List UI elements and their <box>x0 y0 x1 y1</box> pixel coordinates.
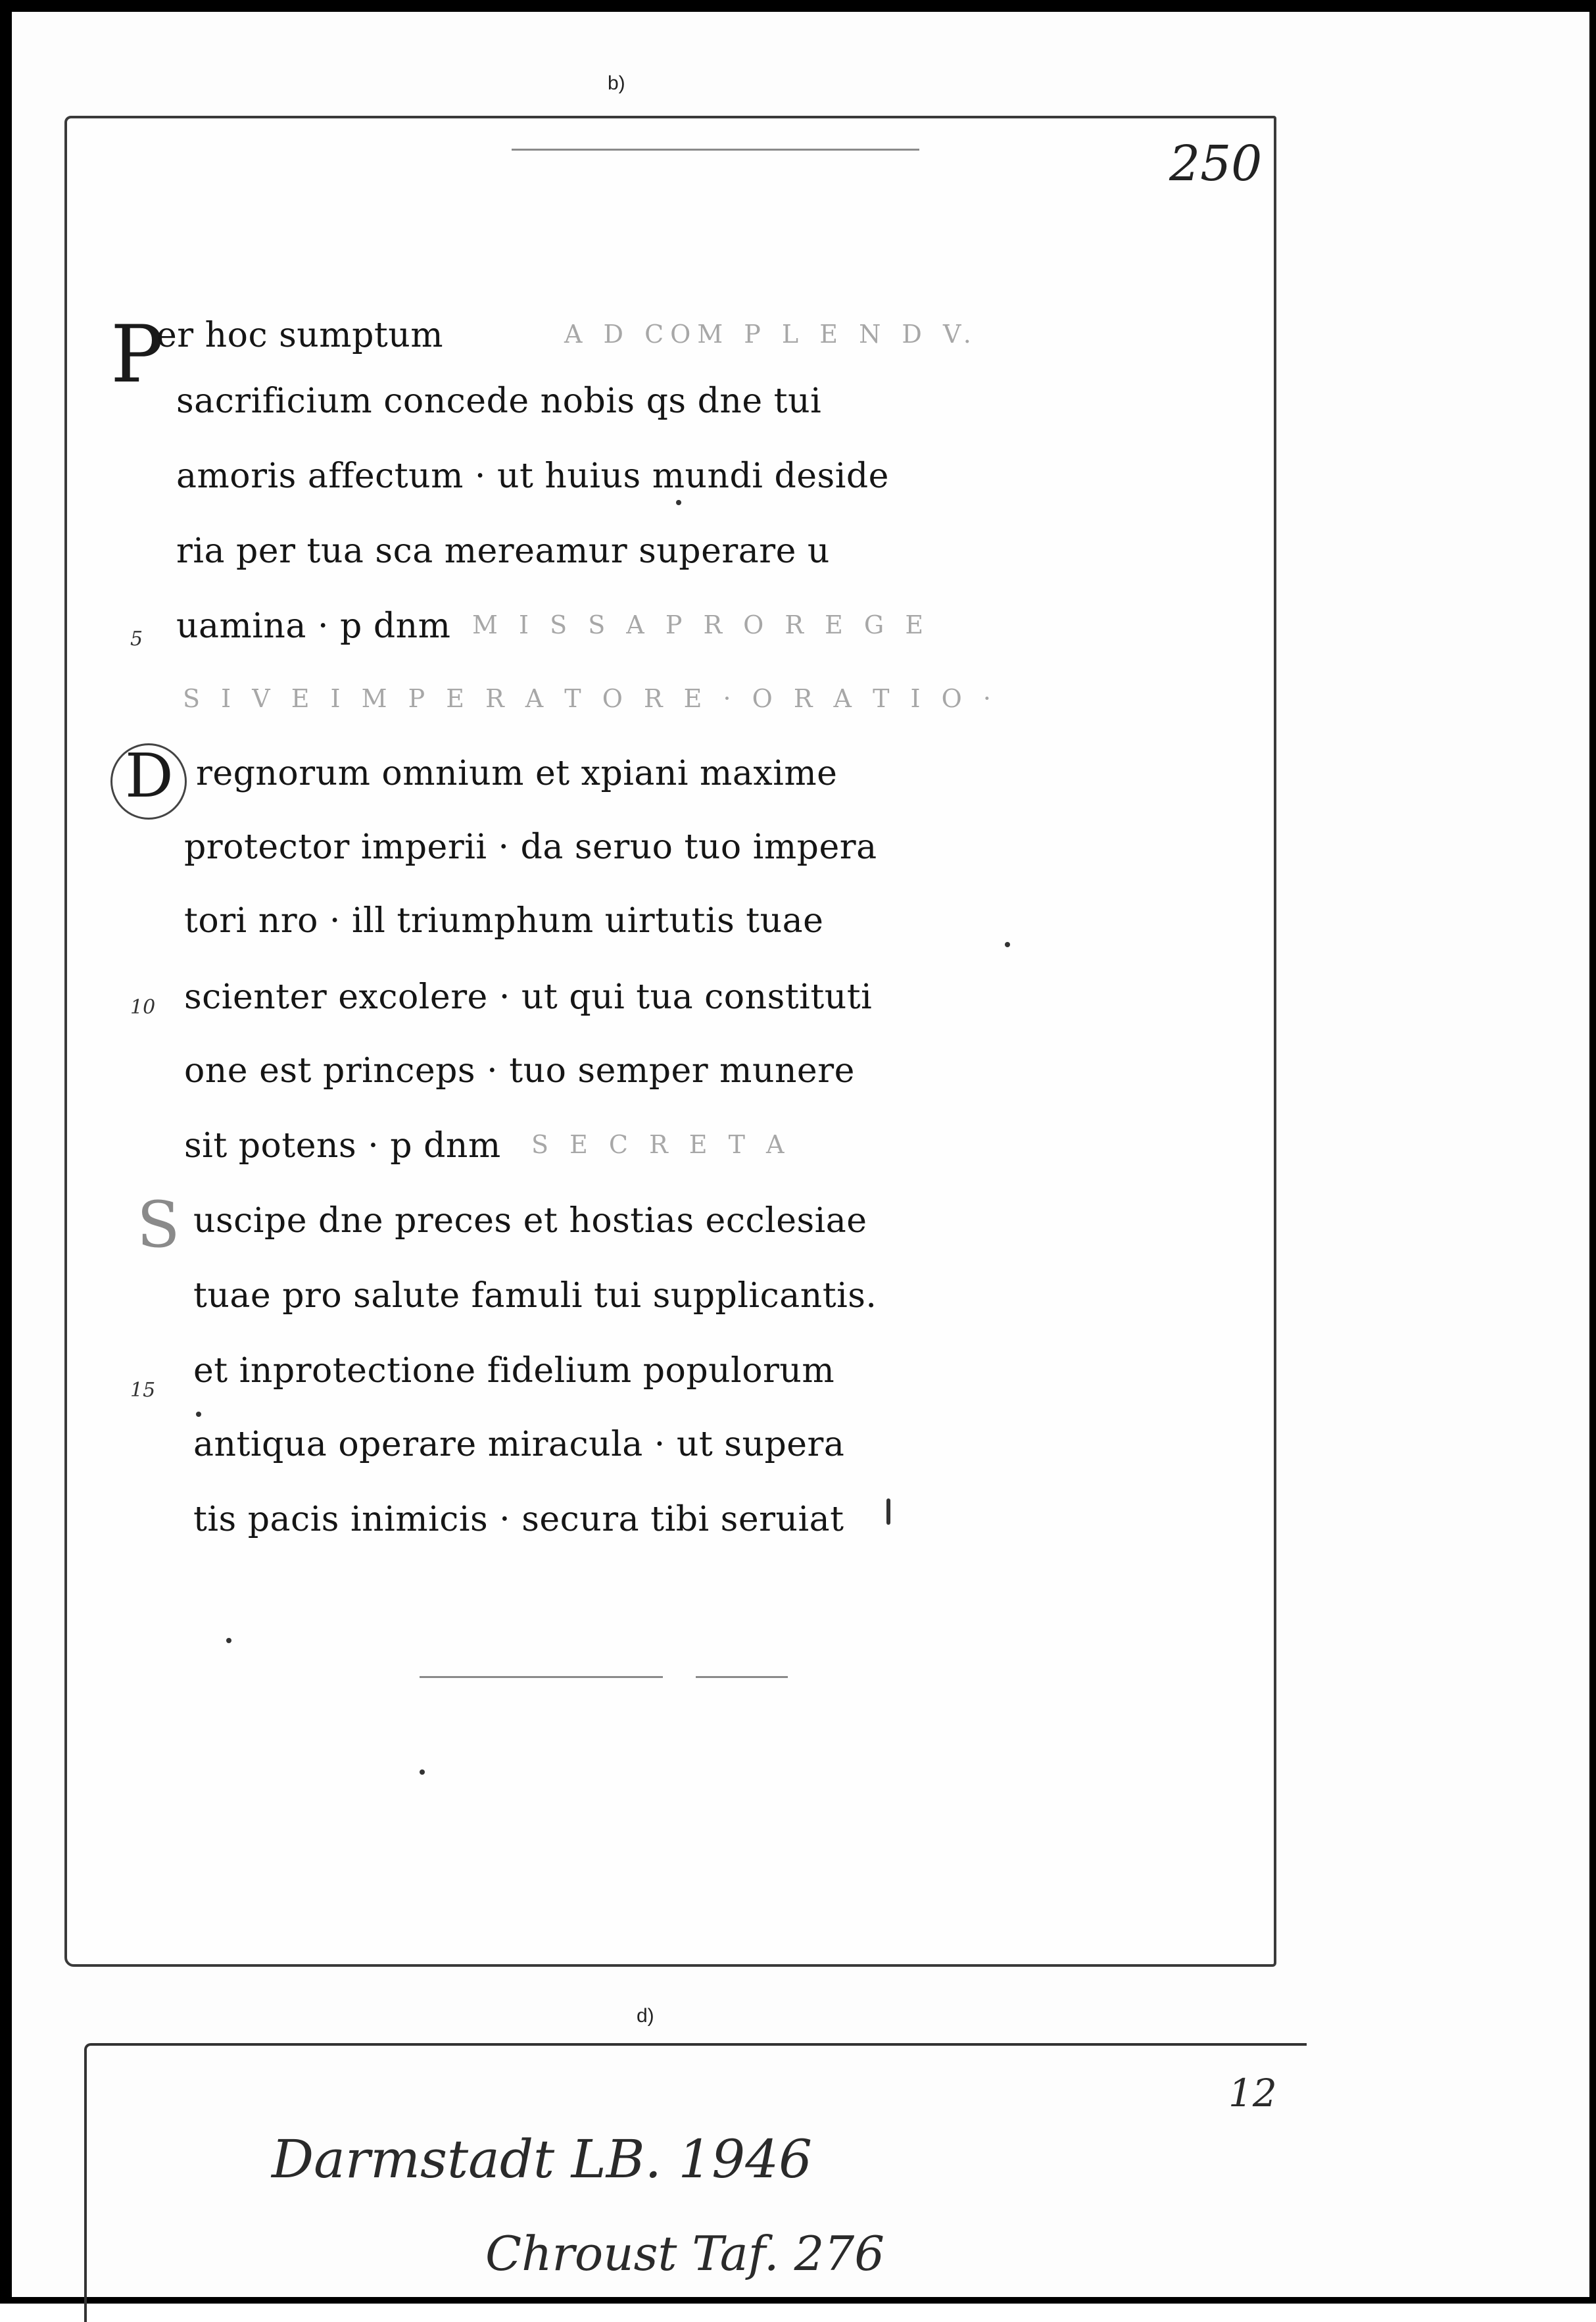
manuscript-line-12: uscipe dne preces et hostias ecclesiae <box>193 1201 867 1241</box>
initial-d: D <box>125 741 174 811</box>
bottom-ruling-left <box>420 1676 663 1678</box>
folio-number: 250 <box>1169 136 1263 192</box>
folio-mark: 12 <box>1228 2071 1277 2115</box>
manuscript-line-11: sit potens · p dnm <box>184 1126 501 1166</box>
manuscript-line-4: ria per tua sca mereamur superare u <box>176 531 830 571</box>
manuscript-line-9: scienter excolere · ut qui tua constituti <box>184 977 873 1017</box>
rubric-missa-pro-rege: M I S S A P R O R E G E <box>472 610 931 639</box>
catalog-note-line-2: Chroust Taf. 276 <box>485 2226 885 2281</box>
manuscript-line-3: amoris affectum · ut huius mundi deside <box>176 457 889 496</box>
line-number-5: 5 <box>130 628 143 651</box>
initial-p: P <box>110 309 164 401</box>
manuscript-line-6: regnorum omnium et xpiani maxime <box>196 754 838 793</box>
manuscript-line-15: antiqua operare miracula · ut supera <box>193 1425 845 1464</box>
manuscript-line-8: tori nro · ill triumphum uirtutis tuae <box>184 901 824 941</box>
manuscript-line-13: tuae pro salute famuli tui supplicantis. <box>193 1276 877 1316</box>
line-number-10: 10 <box>130 996 156 1019</box>
initial-s: S <box>137 1188 180 1262</box>
manuscript-line-10: one est princeps · tuo semper munere <box>184 1051 855 1091</box>
ink-speck <box>1005 942 1010 947</box>
panel-d-label: d) <box>637 2005 654 2027</box>
panel-b-label: b) <box>608 72 625 94</box>
top-ruling <box>512 149 919 151</box>
ink-speck <box>226 1638 231 1643</box>
manuscript-line-14: et inprotectione fidelium populorum <box>193 1351 835 1391</box>
rubric-ad-complendum: A D COM P L E N D V. <box>564 320 978 349</box>
ink-speck <box>420 1769 425 1775</box>
bottom-ruling-right <box>696 1676 788 1678</box>
manuscript-line-5: uamina · p dnm <box>176 606 451 646</box>
rubric-imperatore-oratio: S I V E I M P E R A T O R E · O R A T I O · <box>183 684 998 713</box>
line-number-15: 15 <box>130 1379 156 1402</box>
manuscript-line-7: protector imperii · da seruo tuo impera <box>184 828 877 867</box>
ink-speck <box>196 1412 201 1417</box>
catalog-note-line-1: Darmstadt LB. 1946 <box>272 2129 812 2190</box>
ink-speck <box>676 500 681 505</box>
rubric-secreta: S E C R E T A <box>531 1130 791 1159</box>
manuscript-line-16: tis pacis inimicis · secura tibi seruiat <box>193 1500 844 1539</box>
ink-mark <box>886 1498 890 1525</box>
manuscript-line-2: sacrificium concede nobis qs dne tui <box>176 382 822 421</box>
manuscript-line-1: er hoc sumptum <box>157 316 444 355</box>
